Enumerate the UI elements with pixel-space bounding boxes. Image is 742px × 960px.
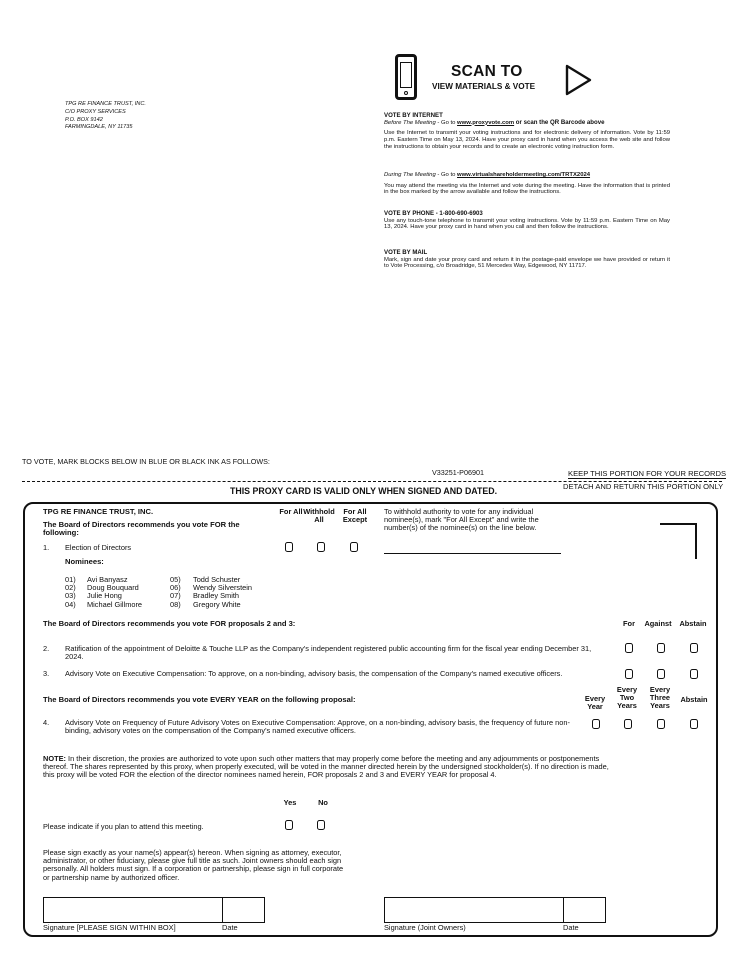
play-arrow-icon xyxy=(565,64,593,96)
item4-every-two-years-checkbox[interactable] xyxy=(624,719,632,729)
col-withhold-all: Withhold All xyxy=(303,507,335,525)
col-against: Against xyxy=(644,619,672,628)
withhold-all-checkbox[interactable] xyxy=(317,542,325,552)
return-address xyxy=(65,101,146,132)
nominee-row: 07) Bradley Smith xyxy=(170,591,240,601)
col-every-three-years: Every Three Years xyxy=(649,685,671,711)
proxyvote-link[interactable]: www.proxyvote.com xyxy=(457,119,515,126)
nominee-row: 01) Avi Banyasz xyxy=(65,575,128,584)
return-address-line: P.O. BOX 9142 xyxy=(65,116,103,123)
nominee-row: 08) Gregory White xyxy=(170,599,241,609)
nominee-list-left xyxy=(65,576,142,609)
signature-box[interactable] xyxy=(43,897,223,923)
mail-title: VOTE BY MAIL xyxy=(384,249,428,256)
col-abstain-2: Abstain xyxy=(680,695,708,704)
col-for-all: For All xyxy=(279,507,303,516)
item2-against-checkbox[interactable] xyxy=(657,643,665,653)
detach-portion-label: DETACH AND RETURN THIS PORTION ONLY xyxy=(563,482,724,491)
item1-number: 1. xyxy=(43,543,50,552)
phone-title: VOTE BY PHONE - 1-800-690-6903 xyxy=(384,210,483,217)
internet-text: Use the Internet to transmit your voting instructions and for electronic delivery of information. Vote by 11:59 p.m. Eastern Time on May 13, 2024. Have your proxy card in hand when you access the web site and follow the instructions to obtain your records and to create an electronic voting instruction form. xyxy=(384,130,670,150)
note-paragraph xyxy=(43,755,610,780)
col-for: For xyxy=(623,619,635,628)
joint-signature-box[interactable] xyxy=(384,897,564,923)
item3-text: Advisory Vote on Executive Compensation: To approve, on a non-binding, advisory basis, the compensation of the Company's named executive officers. xyxy=(65,669,563,678)
mail-text: Mark, sign and date your proxy card and return it in the postage-paid envelope we have provided or return it to Vote Processing, c/o Broadridge, 51 Mercedes Way, Edgewood, NY 11717. xyxy=(384,256,670,270)
col-abstain: Abstain xyxy=(679,619,707,628)
item3-for-checkbox[interactable] xyxy=(625,669,633,679)
control-code: V33251-P06901 xyxy=(432,468,484,477)
item4-every-three-years-checkbox[interactable] xyxy=(657,719,665,729)
col-every-two-years: Every Two Years xyxy=(616,685,638,711)
item1-text: Election of Directors xyxy=(65,543,132,552)
item2-for-checkbox[interactable] xyxy=(625,643,633,653)
internet-instructions xyxy=(384,113,670,151)
keep-portion-label: KEEP THIS PORTION FOR YOUR RECORDS xyxy=(568,469,727,478)
joint-date-label: Date xyxy=(563,923,579,932)
recommend-every-year-heading: The Board of Directors recommends you vote EVERY YEAR on the following proposal: xyxy=(43,695,356,704)
sign-instruction: Please sign exactly as your name(s) appear(s) hereon. When signing as attorney, executor, administrator, or other fiduciary, please give full title as such. Joint owners should each sign personally. All holders must sign. If a corporation or partnership, please sign in full corporate or partnership name by authorized officer. xyxy=(43,848,344,882)
virtual-meeting-link[interactable]: www.virtualshareholdermeeting.com/TRTX2024 xyxy=(457,172,591,178)
note-label: NOTE: xyxy=(43,754,66,763)
signature-label: Signature [PLEASE SIGN WITHIN BOX] xyxy=(43,923,176,932)
nominee-row: 05) Todd Schuster xyxy=(170,575,241,584)
withhold-instruction: To withhold authority to vote for any individual nominee(s), mark "For All Except" and write the number(s) of the nominee(s) on the line below. xyxy=(384,507,539,533)
mark-instruction: TO VOTE, MARK BLOCKS BELOW IN BLUE OR BLACK INK AS FOLLOWS: xyxy=(22,457,270,466)
item4-every-year-checkbox[interactable] xyxy=(592,719,600,729)
item3-abstain-checkbox[interactable] xyxy=(690,669,698,679)
col-yes: Yes xyxy=(283,798,297,807)
phone-icon xyxy=(395,54,417,100)
col-every-year: Every Year xyxy=(584,694,606,712)
before-meeting-line: Before The Meeting - Go to www.proxyvote.com or scan the QR Barcode above xyxy=(384,118,605,126)
nominee-row: 06) Wendy Silverstein xyxy=(170,583,253,593)
item4-abstain-checkbox[interactable] xyxy=(690,719,698,729)
for-all-checkbox[interactable] xyxy=(285,542,293,552)
date-label: Date xyxy=(222,923,238,932)
recommend-2-3-heading: The Board of Directors recommends you vote FOR proposals 2 and 3: xyxy=(43,619,296,628)
date-box[interactable] xyxy=(222,897,265,923)
item4-text: Advisory Vote on Frequency of Future Advisory Votes on Executive Compensation: Approve, on a non-binding, advisory basis, the frequency of future non-binding, advisory votes on the compensation of the Company's named executive officers. xyxy=(65,718,570,736)
item2-number: 2. xyxy=(43,644,50,653)
attend-yes-checkbox[interactable] xyxy=(285,820,293,830)
phone-instructions xyxy=(384,211,670,231)
attend-no-checkbox[interactable] xyxy=(317,820,325,830)
return-address-line: C/O PROXY SERVICES xyxy=(65,108,126,115)
company-name: TPG RE FINANCE TRUST, INC. xyxy=(43,507,154,516)
during-meeting-instructions xyxy=(384,172,670,196)
joint-signature-label: Signature (Joint Owners) xyxy=(384,923,466,932)
nominee-row: 02) Doug Bouquard xyxy=(65,583,139,593)
attend-text: Please indicate if you plan to attend this meeting. xyxy=(43,822,204,831)
scan-title: SCAN TO xyxy=(451,63,523,80)
item2-abstain-checkbox[interactable] xyxy=(690,643,698,653)
corner-mark xyxy=(660,523,697,559)
nominees-label: Nominees: xyxy=(65,557,104,566)
internet-title: VOTE BY INTERNET xyxy=(384,112,443,119)
item3-against-checkbox[interactable] xyxy=(657,669,665,679)
col-for-all-except: For All Except xyxy=(342,507,368,525)
for-all-except-checkbox[interactable] xyxy=(350,542,358,552)
item4-number: 4. xyxy=(43,718,50,727)
recommend-for-heading: The Board of Directors recommends you vote FOR the following: xyxy=(43,520,240,538)
return-address-line: TPG RE FINANCE TRUST, INC. xyxy=(65,101,146,107)
during-meeting-line: During The Meeting - Go to www.virtualshareholdermeeting.com/TRTX2024 xyxy=(384,172,591,178)
return-address-line: FARMINGDALE, NY 11735 xyxy=(65,124,133,131)
note-text: In their discretion, the proxies are authorized to vote upon such other matters that may properly come before the meeting and any adjournments or postponements thereof. The shares represented by this proxy, when properly executed, will be voted in the manner directed herein by the undersigned stockholder(s). If no direction is made, this proxy will be voted FOR the election of the director nominees named herein, FOR proposals 2 and 3 and EVERY YEAR for proposal 4. xyxy=(43,754,609,780)
col-no: No xyxy=(318,798,328,807)
phone-text: Use any touch-tone telephone to transmit your voting instructions. Vote by 11:59 p.m. Eastern Time on May 13, 2024. Have your proxy card in hand when you call and then follow the instructions. xyxy=(384,217,670,231)
during-text: You may attend the meeting via the Internet and vote during the meeting. Have the information that is printed in the box marked by the arrow available and follow the instructions. xyxy=(384,182,670,196)
nominee-list-right xyxy=(170,576,252,609)
joint-date-box[interactable] xyxy=(563,897,606,923)
nominee-write-in-line[interactable] xyxy=(384,553,561,554)
nominee-row: 03) Julie Hong xyxy=(65,591,122,601)
scan-subtitle: VIEW MATERIALS & VOTE xyxy=(432,82,536,91)
nominee-row: 04) Michael Gillmore xyxy=(65,599,143,609)
item3-number: 3. xyxy=(43,669,50,678)
valid-notice: THIS PROXY CARD IS VALID ONLY WHEN SIGNED AND DATED. xyxy=(230,486,498,496)
item2-text: Ratification of the appointment of Deloitte & Touche LLP as the Company's independent registered public accounting firm for the fiscal year ending December 31, 2024. xyxy=(65,644,592,662)
mail-instructions xyxy=(384,250,670,270)
